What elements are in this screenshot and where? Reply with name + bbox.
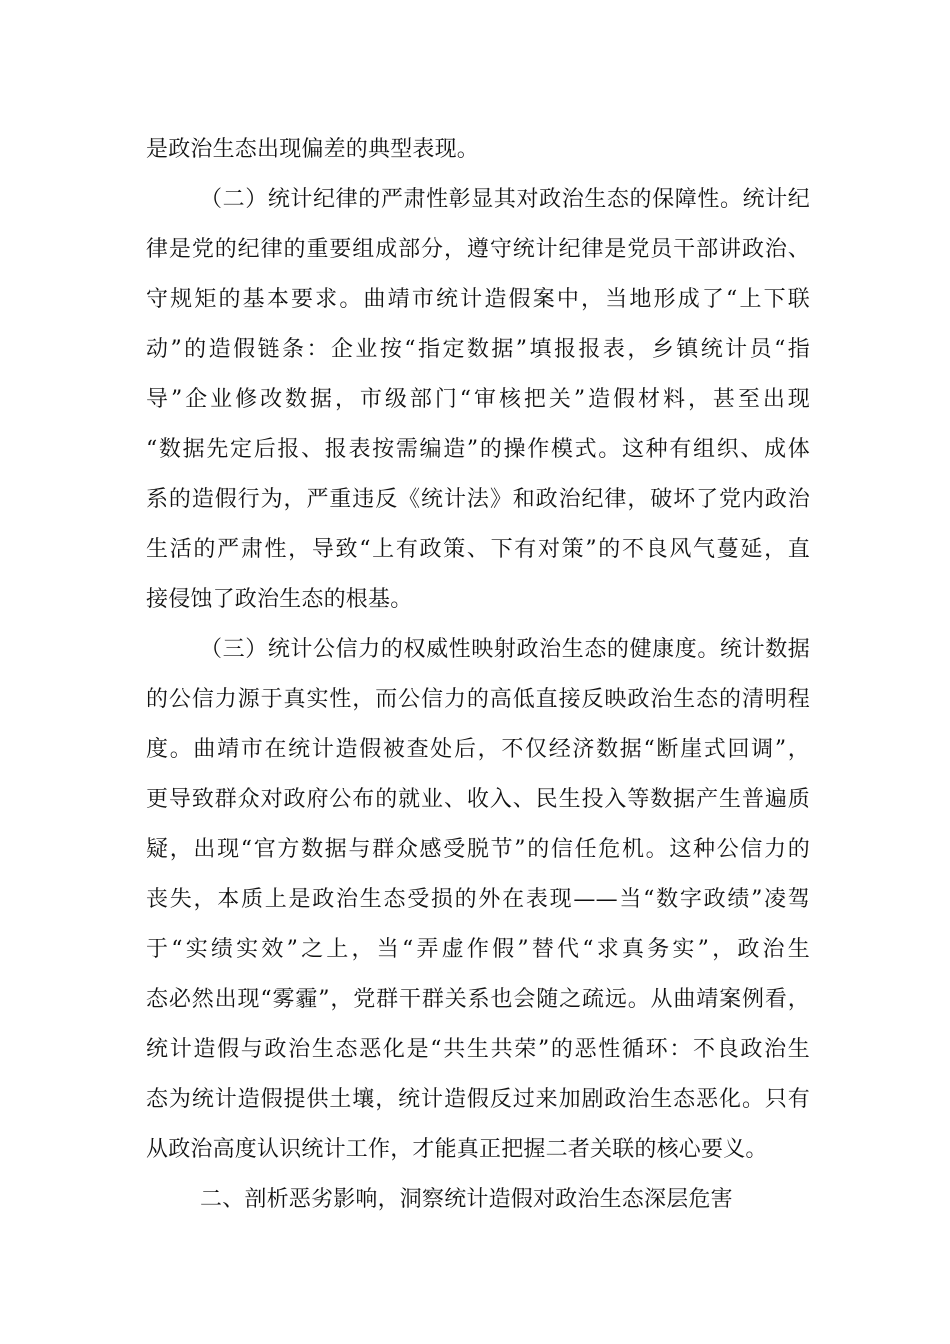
text-line: 动”的造假链条：企业按“指定数据”填报报表，乡镇统计员“指 <box>146 337 810 362</box>
text-line: 丧失，本质上是政治生态受损的外在表现——当“数字政绩”凌驾 <box>146 887 810 912</box>
text-line: 统计造假与政治生态恶化是“共生共荣”的恶性循环：不良政治生 <box>146 1037 810 1062</box>
text-line: 态必然出现“雾霾”，党群干群关系也会随之疏远。从曲靖案例看， <box>146 987 810 1012</box>
text-line: 疑，出现“官方数据与群众感受脱节”的信任危机。这种公信力的 <box>146 837 810 862</box>
text-line: 生活的严肃性，导致“上有政策、下有对策”的不良风气蔓延，直 <box>146 537 810 562</box>
text-line: 度。曲靖市在统计造假被查处后，不仅经济数据“断崖式回调”， <box>146 737 810 762</box>
text-line: 系的造假行为，严重违反《统计法》和政治纪律，破坏了党内政治 <box>146 487 810 512</box>
text-line: 态为统计造假提供土壤，统计造假反过来加剧政治生态恶化。只有 <box>146 1087 810 1112</box>
text-line: 是政治生态出现偏差的典型表现。 <box>146 137 480 162</box>
section-two-title-line: （二）统计纪律的严肃性彰显其对政治生态的保障性。统计纪 <box>200 187 810 212</box>
text-line: “数据先定后报、报表按需编造”的操作模式。这种有组织、成体 <box>146 437 810 462</box>
text-line: 于“实绩实效”之上，当“弄虚作假”替代“求真务实”，政治生 <box>146 937 810 962</box>
text-line: 的公信力源于真实性，而公信力的高低直接反映政治生态的清明程 <box>146 687 810 712</box>
chapter-heading: 二、剖析恶劣影响，洞察统计造假对政治生态深层危害 <box>200 1187 733 1212</box>
text-line: 导”企业修改数据，市级部门“审核把关”造假材料，甚至出现 <box>146 387 810 412</box>
text-line: 更导致群众对政府公布的就业、收入、民生投入等数据产生普遍质 <box>146 787 810 812</box>
text-line: 律是党的纪律的重要组成部分，遵守统计纪律是党员干部讲政治、 <box>146 237 810 262</box>
text-line: 守规矩的基本要求。曲靖市统计造假案中，当地形成了“上下联 <box>146 287 810 312</box>
section-three-title-line: （三）统计公信力的权威性映射政治生态的健康度。统计数据 <box>200 637 810 662</box>
text-line: 从政治高度认识统计工作，才能真正把握二者关联的核心要义。 <box>146 1137 768 1162</box>
text-line: 接侵蚀了政治生态的根基。 <box>146 587 413 612</box>
